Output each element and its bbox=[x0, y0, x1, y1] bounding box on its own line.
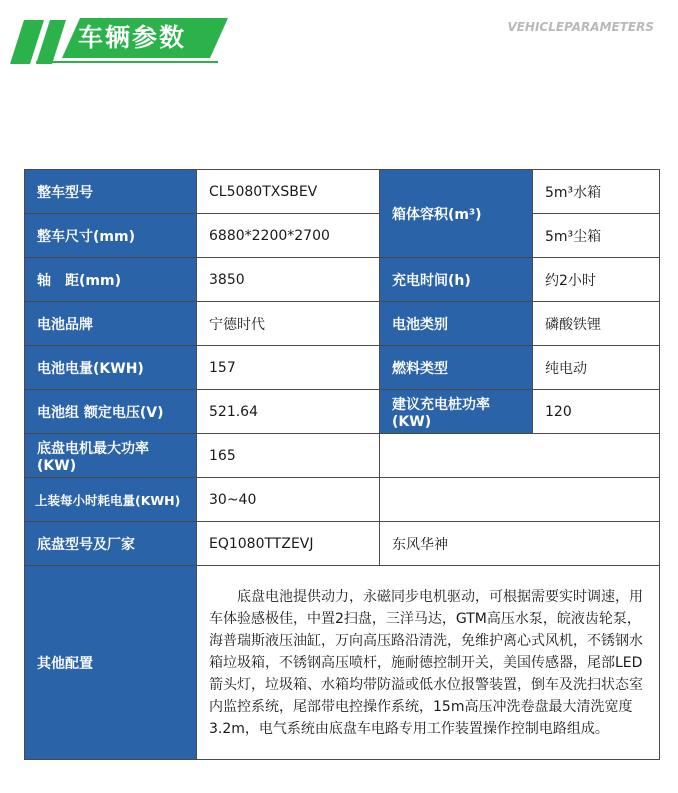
table-row bbox=[25, 566, 660, 760]
table-row bbox=[25, 434, 660, 478]
empty-cell bbox=[380, 478, 660, 522]
table-row bbox=[25, 390, 660, 434]
other-config-label: 其他配置 bbox=[25, 566, 197, 760]
charge-time-value: 约2小时 bbox=[533, 258, 660, 302]
battery-brand-value: 宁德时代 bbox=[197, 302, 380, 346]
page-subtitle-en: VEHICLEPARAMETERS bbox=[507, 20, 654, 34]
table-row bbox=[25, 522, 660, 566]
dimensions-label: 整车尺寸(mm) bbox=[25, 214, 197, 258]
table-row bbox=[25, 478, 660, 522]
battery-type-label: 电池类别 bbox=[380, 302, 533, 346]
fuel-type-label: 燃料类型 bbox=[380, 346, 533, 390]
charger-power-label: 建议充电桩功率(KW) bbox=[380, 390, 533, 434]
tank-capacity-label: 箱体容积(m³) bbox=[380, 170, 533, 258]
empty-cell bbox=[380, 434, 660, 478]
other-config-value: 底盘电池提供动力，永磁同步电机驱动，可根据需要实时调速，用车体验感极佳，中置2扫盘，三洋马达，GTM高压水泵，皖液齿轮泵，海普瑞斯液压油缸，万向高压路沿清洗，免维护离心式风机，不锈钢水箱垃圾箱，不锈钢高压喷杆，施耐德控制开关，美国传感器，尾部LED箭头灯，垃圾箱、水箱均带防溢或低水位报警装置，倒车及洗扫状态室内监控系统，尾部带电控操作系统，15m高压冲洗卷盘最大清洗宽度3.2m，电气系统由底盘车电路专用工作装置操作控制电路组成。 bbox=[197, 566, 660, 760]
table-row bbox=[25, 170, 660, 214]
battery-brand-label: 电池品牌 bbox=[25, 302, 197, 346]
vehicle-parameters-table bbox=[24, 169, 660, 760]
charge-time-label: 充电时间(h) bbox=[380, 258, 533, 302]
chassis-model-value: EQ1080TTZEVJ bbox=[197, 522, 380, 566]
table-row bbox=[25, 302, 660, 346]
fuel-type-value: 纯电动 bbox=[533, 346, 660, 390]
tank-dust-value: 5m³尘箱 bbox=[533, 214, 660, 258]
wheelbase-value: 3850 bbox=[197, 258, 380, 302]
table-row bbox=[25, 214, 660, 258]
model-value: CL5080TXSBEV bbox=[197, 170, 380, 214]
pack-voltage-label: 电池组 额定电压(V) bbox=[25, 390, 197, 434]
page-title: 车辆参数 bbox=[78, 23, 187, 52]
chassis-model-label: 底盘型号及厂家 bbox=[25, 522, 197, 566]
tank-water-value: 5m³水箱 bbox=[533, 170, 660, 214]
battery-capacity-label: 电池电量(KWH) bbox=[25, 346, 197, 390]
table-row bbox=[25, 258, 660, 302]
upper-consumption-label: 上装每小时耗电量(KWH) bbox=[25, 478, 197, 522]
wheelbase-label: 轴 距(mm) bbox=[25, 258, 197, 302]
charger-power-value: 120 bbox=[533, 390, 660, 434]
pack-voltage-value: 521.64 bbox=[197, 390, 380, 434]
battery-capacity-value: 157 bbox=[197, 346, 380, 390]
model-label: 整车型号 bbox=[25, 170, 197, 214]
chassis-maker-value: 东风华神 bbox=[380, 522, 660, 566]
chassis-max-power-label: 底盘电机最大功率(KW) bbox=[25, 434, 197, 478]
chassis-max-power-value: 165 bbox=[197, 434, 380, 478]
dimensions-value: 6880*2200*2700 bbox=[197, 214, 380, 258]
battery-type-value: 磷酸铁锂 bbox=[533, 302, 660, 346]
table-row bbox=[25, 346, 660, 390]
header-banner bbox=[0, 0, 678, 70]
upper-consumption-value: 30~40 bbox=[197, 478, 380, 522]
